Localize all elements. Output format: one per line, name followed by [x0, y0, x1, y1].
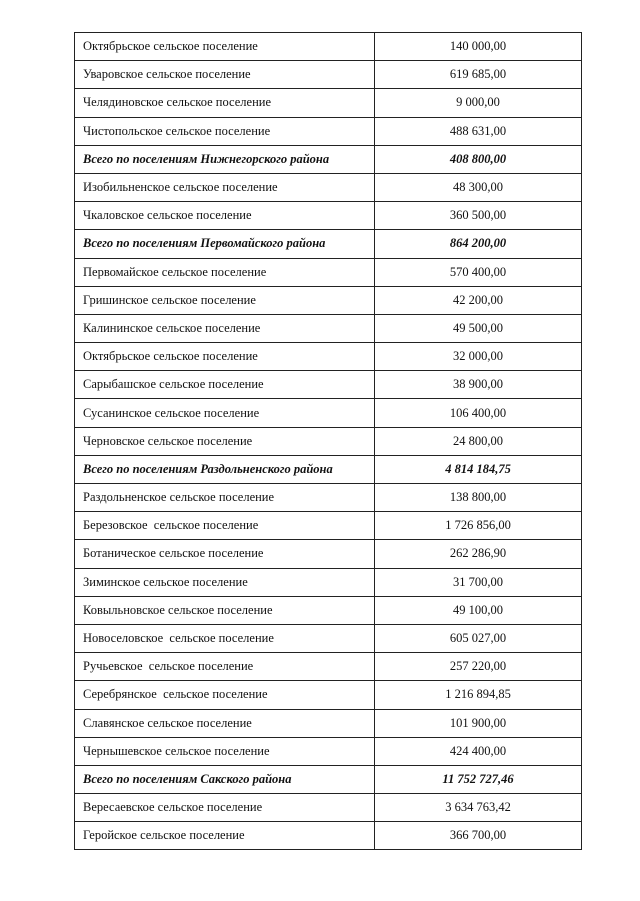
amount-cell: 9 000,00 [375, 89, 582, 117]
settlement-name-cell: Березовское сельское поселение [75, 512, 375, 540]
table-row [75, 89, 582, 117]
amount-cell: 262 286,90 [375, 540, 582, 568]
amount-cell: 32 000,00 [375, 343, 582, 371]
amount-cell: 38 900,00 [375, 371, 582, 399]
amount-cell: 1 726 856,00 [375, 512, 582, 540]
settlement-name-cell: Серебрянское сельское поселение [75, 681, 375, 709]
settlement-name-cell: Ботаническое сельское поселение [75, 540, 375, 568]
settlement-name-cell: Сусанинское сельское поселение [75, 399, 375, 427]
table-row [75, 258, 582, 286]
district-total-amount: 4 814 184,75 [375, 455, 582, 483]
table-row [75, 794, 582, 822]
amount-cell: 138 800,00 [375, 484, 582, 512]
amount-cell: 101 900,00 [375, 709, 582, 737]
table-row [75, 822, 582, 850]
settlement-name-cell: Новоселовское сельское поселение [75, 624, 375, 652]
table-row [75, 653, 582, 681]
settlement-name-cell: Черновское сельское поселение [75, 427, 375, 455]
table-row [75, 202, 582, 230]
table-row [75, 343, 582, 371]
amount-cell: 3 634 763,42 [375, 794, 582, 822]
district-total-row [75, 230, 582, 258]
amount-cell: 48 300,00 [375, 173, 582, 201]
settlement-name-cell: Ковыльновское сельское поселение [75, 596, 375, 624]
table-row [75, 173, 582, 201]
amount-cell: 424 400,00 [375, 737, 582, 765]
amount-cell: 42 200,00 [375, 286, 582, 314]
amount-cell: 49 100,00 [375, 596, 582, 624]
district-total-row [75, 765, 582, 793]
table-row [75, 33, 582, 61]
settlement-name-cell: Раздольненское сельское поселение [75, 484, 375, 512]
settlement-name-cell: Калининское сельское поселение [75, 314, 375, 342]
settlement-name-cell: Октябрьское сельское поселение [75, 33, 375, 61]
district-total-label: Всего по поселениям Раздольненского района [75, 455, 375, 483]
district-total-amount: 864 200,00 [375, 230, 582, 258]
district-total-label: Всего по поселениям Первомайского района [75, 230, 375, 258]
settlement-name-cell: Чистопольское сельское поселение [75, 117, 375, 145]
amount-cell: 360 500,00 [375, 202, 582, 230]
allocation-table [74, 32, 582, 850]
amount-cell: 605 027,00 [375, 624, 582, 652]
table-row [75, 681, 582, 709]
settlement-name-cell: Вересаевское сельское поселение [75, 794, 375, 822]
table-row [75, 61, 582, 89]
table-row [75, 624, 582, 652]
table-row [75, 314, 582, 342]
table-row [75, 709, 582, 737]
settlement-name-cell: Первомайское сельское поселение [75, 258, 375, 286]
amount-cell: 106 400,00 [375, 399, 582, 427]
table-row [75, 512, 582, 540]
settlement-name-cell: Сарыбашское сельское поселение [75, 371, 375, 399]
amount-cell: 570 400,00 [375, 258, 582, 286]
settlement-name-cell: Геройское сельское поселение [75, 822, 375, 850]
settlement-name-cell: Славянское сельское поселение [75, 709, 375, 737]
amount-cell: 257 220,00 [375, 653, 582, 681]
settlement-name-cell: Изобильненское сельское поселение [75, 173, 375, 201]
table-row [75, 427, 582, 455]
district-total-row [75, 145, 582, 173]
table-row [75, 596, 582, 624]
table-row [75, 484, 582, 512]
settlement-name-cell: Чернышевское сельское поселение [75, 737, 375, 765]
allocation-table-body [75, 33, 582, 850]
settlement-name-cell: Октябрьское сельское поселение [75, 343, 375, 371]
settlement-name-cell: Уваровское сельское поселение [75, 61, 375, 89]
amount-cell: 140 000,00 [375, 33, 582, 61]
district-total-amount: 11 752 727,46 [375, 765, 582, 793]
amount-cell: 488 631,00 [375, 117, 582, 145]
table-row [75, 371, 582, 399]
settlement-name-cell: Гришинское сельское поселение [75, 286, 375, 314]
settlement-name-cell: Зиминское сельское поселение [75, 568, 375, 596]
settlement-name-cell: Ручьевское сельское поселение [75, 653, 375, 681]
amount-cell: 24 800,00 [375, 427, 582, 455]
table-row [75, 286, 582, 314]
table-row [75, 540, 582, 568]
table-row [75, 737, 582, 765]
amount-cell: 619 685,00 [375, 61, 582, 89]
table-row [75, 117, 582, 145]
table-row [75, 568, 582, 596]
district-total-label: Всего по поселениям Нижнегорского района [75, 145, 375, 173]
district-total-amount: 408 800,00 [375, 145, 582, 173]
amount-cell: 31 700,00 [375, 568, 582, 596]
amount-cell: 49 500,00 [375, 314, 582, 342]
district-total-label: Всего по поселениям Сакского района [75, 765, 375, 793]
district-total-row [75, 455, 582, 483]
table-row [75, 399, 582, 427]
settlement-name-cell: Чкаловское сельское поселение [75, 202, 375, 230]
amount-cell: 1 216 894,85 [375, 681, 582, 709]
amount-cell: 366 700,00 [375, 822, 582, 850]
settlement-name-cell: Челядиновское сельское поселение [75, 89, 375, 117]
